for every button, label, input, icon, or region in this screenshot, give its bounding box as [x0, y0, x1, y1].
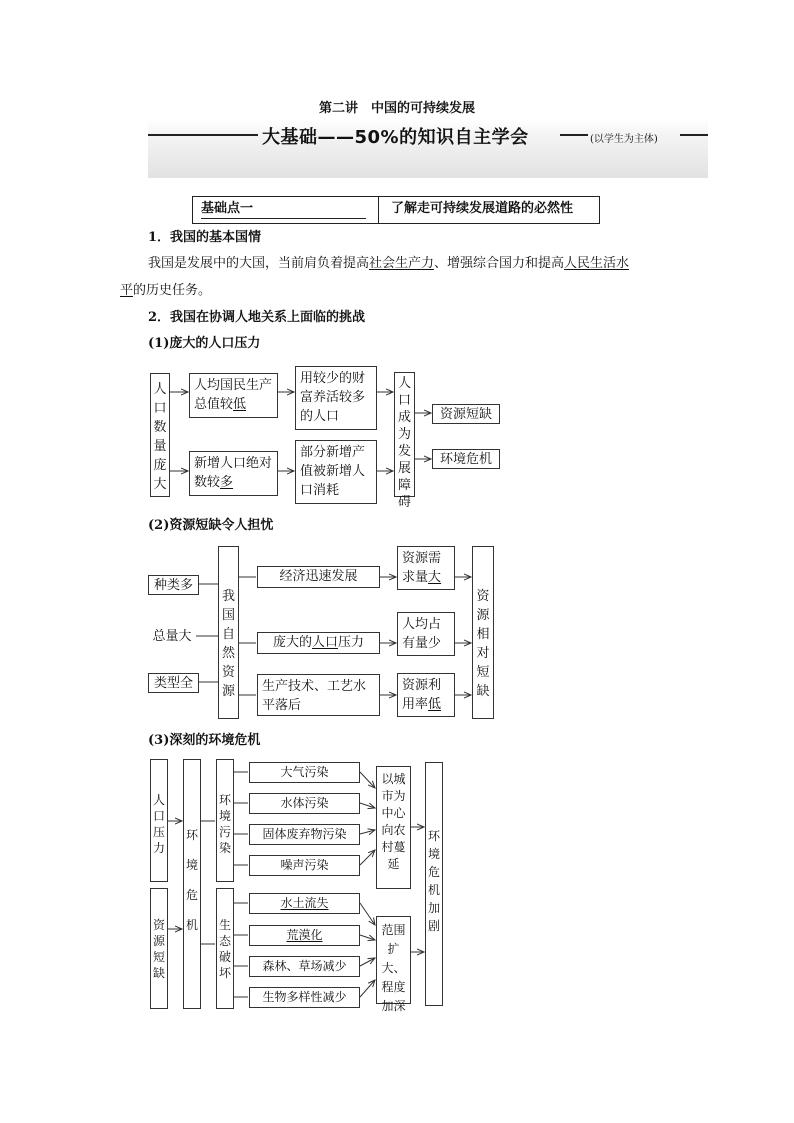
banner-subheading: (以学生为主体) — [590, 134, 658, 145]
relative-shortage-box: 资源相对短缺 — [472, 546, 494, 719]
desertification-box: 荒漠化 — [249, 925, 360, 946]
subsection-3-heading: (3)深刻的环境危机 — [148, 733, 261, 748]
environment-crisis-box: 环境危机 — [432, 449, 500, 469]
total-amount-box: 总量大 — [148, 627, 196, 647]
section-2-heading: 2．我国在协调人地关系上面临的挑战 — [148, 310, 366, 325]
consumption-box: 部分新增产值被新增人口消耗 — [295, 440, 377, 504]
subsection-1-heading: (1)庞大的人口压力 — [148, 336, 261, 351]
economic-growth-box: 经济迅速发展 — [257, 566, 380, 588]
solid-waste-box: 固体废弃物污染 — [249, 824, 360, 845]
pollution-group-box: 环境污染 — [216, 759, 234, 882]
subsection-2-heading: (2)资源短缺令人担忧 — [148, 518, 274, 533]
water-pollution-box: 水体污染 — [249, 793, 360, 814]
section-1-heading: 1．我国的基本国情 — [148, 230, 262, 245]
environment-crisis-core-box: 环境危机 — [183, 759, 201, 1009]
knowledge-point-label: 基础点一 — [201, 200, 366, 219]
biodiversity-decrease-box: 生物多样性减少 — [249, 987, 360, 1008]
pop-root-box: 人口数量庞大 — [150, 373, 170, 497]
forest-decrease-box: 森林、草场减少 — [249, 956, 360, 977]
high-demand-box: 资源需求量大 — [397, 546, 455, 590]
high-growth-box: 新增人口绝对数较多 — [189, 451, 278, 496]
section-1-paragraph: 我国是发展中的大国，当前肩负着提高社会生产力、增强综合国力和提高人民生活水 — [148, 256, 630, 271]
resource-shortage-box: 资源短缺 — [432, 404, 500, 424]
low-gdp-box: 人均国民生产总值较低 — [189, 373, 278, 418]
urban-spread-box: 以城市为中心向农村蔓延 — [376, 766, 411, 889]
types-box: 类型全 — [148, 673, 199, 693]
section-1-paragraph-cont: 平的历史任务。 — [120, 283, 212, 298]
air-pollution-box: 大气污染 — [249, 762, 360, 783]
banner-heading: 大基础——50%的知识自主学会 — [262, 127, 529, 148]
scope-expand-box: 范围扩大、程度加深 — [376, 916, 411, 1004]
low-per-capita-box: 人均占有量少 — [397, 612, 455, 656]
obstacle-box: 人口成为发展障碍 — [394, 372, 415, 497]
variety-box: 种类多 — [148, 575, 199, 595]
cause-resource-box: 资源短缺 — [150, 888, 168, 1009]
low-efficiency-box: 资源利用率低 — [397, 673, 455, 717]
knowledge-point-topic: 了解走可持续发展道路的必然性 — [391, 201, 574, 216]
wealth-box: 用较少的财富养活较多的人口 — [295, 366, 377, 430]
crisis-intensified-box: 环境危机加剧 — [425, 762, 443, 1006]
natural-resources-box: 我国自然资源 — [218, 546, 239, 719]
pop-pressure-box: 庞大的人口压力 — [257, 632, 380, 654]
noise-pollution-box: 噪声污染 — [249, 855, 360, 876]
cause-population-box: 人口压力 — [150, 759, 168, 882]
page-title: 第二讲 中国的可持续发展 — [318, 101, 475, 116]
backward-tech-box: 生产技术、工艺水平落后 — [257, 674, 380, 716]
eco-damage-group-box: 生态破坏 — [216, 888, 234, 1009]
soil-erosion-box: 水土流失 — [249, 893, 360, 914]
